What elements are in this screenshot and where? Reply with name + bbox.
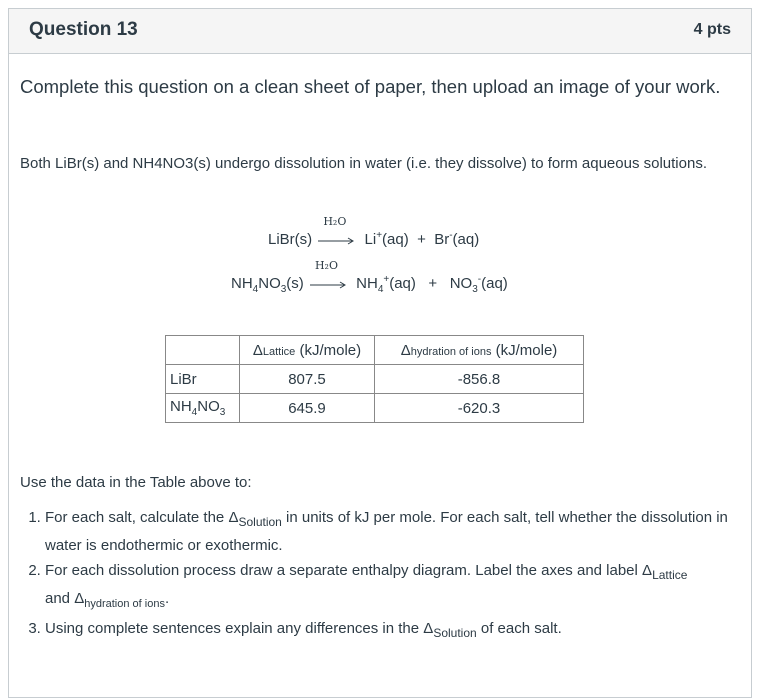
reaction-2-cation: $NH_4^+(aq)$: [356, 274, 416, 295]
task-list: [20, 506, 745, 646]
reaction-1-anion: Br-(aq): [434, 230, 480, 248]
reaction-1-plus: +: [417, 231, 426, 248]
reaction-2-reactant: $NH_4NO_3(s)$: [231, 275, 304, 295]
list-item: 2. For each dissolution process draw a separate enthalpy diagram. Label the axes and label $\Delta_{Lattice}$ and $\Delta_{hydration of ions}$.: [45, 559, 745, 616]
reaction-1-cation: Li+(aq): [364, 230, 409, 248]
list-item: 3. Using complete sentences explain any differences in the $\Delta_{Solution}$ of each salt.: [45, 617, 745, 645]
intro-paragraph: Both LiBr(s) and NH4NO3(s) undergo dissolution in water (i.e. they dissolve) to form aqueous solutions.: [20, 155, 707, 172]
salt-cell: LiBr: [166, 365, 240, 394]
hydration-header: Δhydration of ions (kJ/mole): [375, 336, 584, 365]
reaction-2-anion: $NO_3^-(aq)$: [449, 274, 508, 295]
lattice-header: ΔLattice (kJ/mole): [240, 336, 375, 365]
enthalpy-data-table: [165, 335, 584, 423]
table-row: [166, 365, 584, 394]
table-corner-cell: [166, 336, 240, 365]
reaction-1-reactant: LiBr(s): [268, 231, 313, 248]
question-header: [9, 9, 751, 54]
lattice-cell: 645.9: [240, 394, 375, 423]
reaction-arrow-icon: [316, 215, 360, 247]
reaction-2-plus: +: [428, 275, 438, 292]
question-title: Question 13: [29, 19, 138, 40]
lattice-cell: 807.5: [240, 365, 375, 394]
reaction-librs: [268, 215, 480, 248]
instruction-text: Complete this question on a clean sheet of paper, then upload an image of your work.: [20, 76, 721, 97]
use-data-text: Use the data in the Table above to:: [20, 474, 252, 491]
hydration-cell: -620.3: [375, 394, 584, 423]
arrow-solvent-label: H₂O: [314, 259, 338, 273]
reaction-nh4no3: [231, 259, 508, 295]
hydration-cell: -856.8: [375, 365, 584, 394]
table-row: [166, 394, 584, 423]
reaction-arrow-icon: [308, 259, 352, 291]
question-points: 4 pts: [693, 21, 731, 38]
table-header-row: [166, 336, 584, 365]
list-item: 1. For each salt, calculate the $\Delta_{Solution}$ in units of kJ per mole. For each salt, tell whether the dissolution in water is endothermic or exothermic.: [45, 506, 745, 558]
arrow-solvent-label: H₂O: [323, 215, 347, 229]
salt-cell: $NH_4NO_3$: [166, 394, 240, 423]
